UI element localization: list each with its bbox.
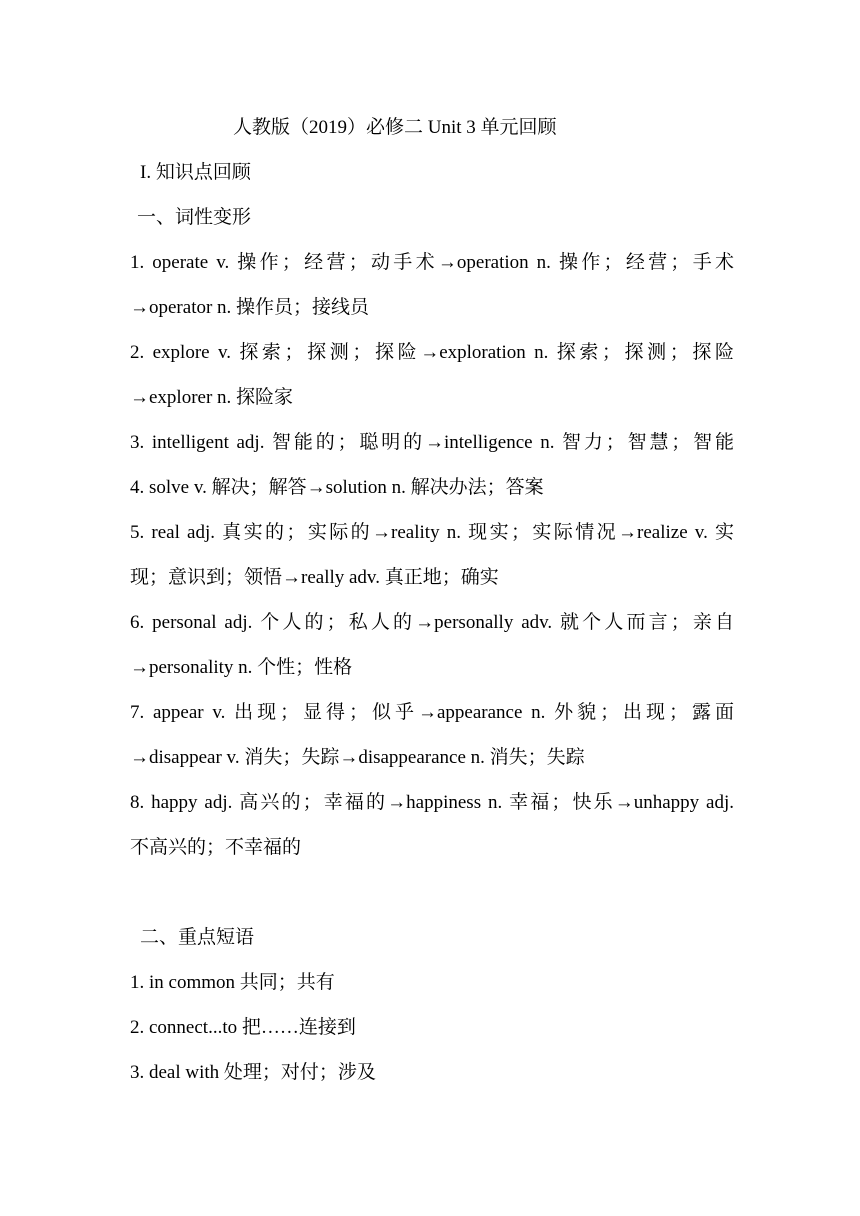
word-forms-line: 7. appear v. 出现；显得；似乎→appearance n. 外貌；出现；露面 — [130, 702, 734, 723]
word-forms-line: 3. intelligent adj. 智能的；聪明的→intelligence n. 智力；智慧；智能 — [130, 432, 734, 453]
section-heading: I. 知识点回顾 — [140, 162, 251, 183]
document-title: 人教版（2019）必修二 Unit 3 单元回顾 — [233, 117, 557, 138]
word-forms-line: 2. explore v. 探索；探测；探险→exploration n. 探索；探测；探险 — [130, 342, 734, 363]
phrase-line: 2. connect...to 把……连接到 — [130, 1017, 356, 1038]
word-forms-line: 4. solve v. 解决；解答→solution n. 解决办法；答案 — [130, 477, 544, 498]
word-forms-line: 5. real adj. 真实的；实际的→reality n. 现实；实际情况→realize v. 实 — [130, 522, 734, 543]
part2-heading: 二、重点短语 — [140, 927, 255, 948]
word-forms-line: 现；意识到；领悟→really adv. 真正地；确实 — [130, 567, 499, 588]
phrase-line: 3. deal with 处理；对付；涉及 — [130, 1062, 376, 1083]
word-forms-line: 6. personal adj. 个人的；私人的→personally adv. 就个人而言；亲自 — [130, 612, 734, 633]
word-forms-line: 不高兴的；不幸福的 — [130, 837, 302, 858]
word-forms-line: →operator n. 操作员；接线员 — [130, 297, 370, 318]
part1-heading: 一、词性变形 — [137, 207, 252, 228]
word-forms-line: →explorer n. 探险家 — [130, 387, 294, 408]
word-forms-line: →disappear v. 消失；失踪→disappearance n. 消失；失踪 — [130, 747, 585, 768]
word-forms-line: 1. operate v. 操作；经营；动手术→operation n. 操作；经营；手术 — [130, 252, 734, 273]
word-forms-line: 8. happy adj. 高兴的；幸福的→happiness n. 幸福；快乐→unhappy adj. — [130, 792, 734, 813]
phrase-line: 1. in common 共同；共有 — [130, 972, 335, 993]
word-forms-line: →personality n. 个性；性格 — [130, 657, 353, 678]
